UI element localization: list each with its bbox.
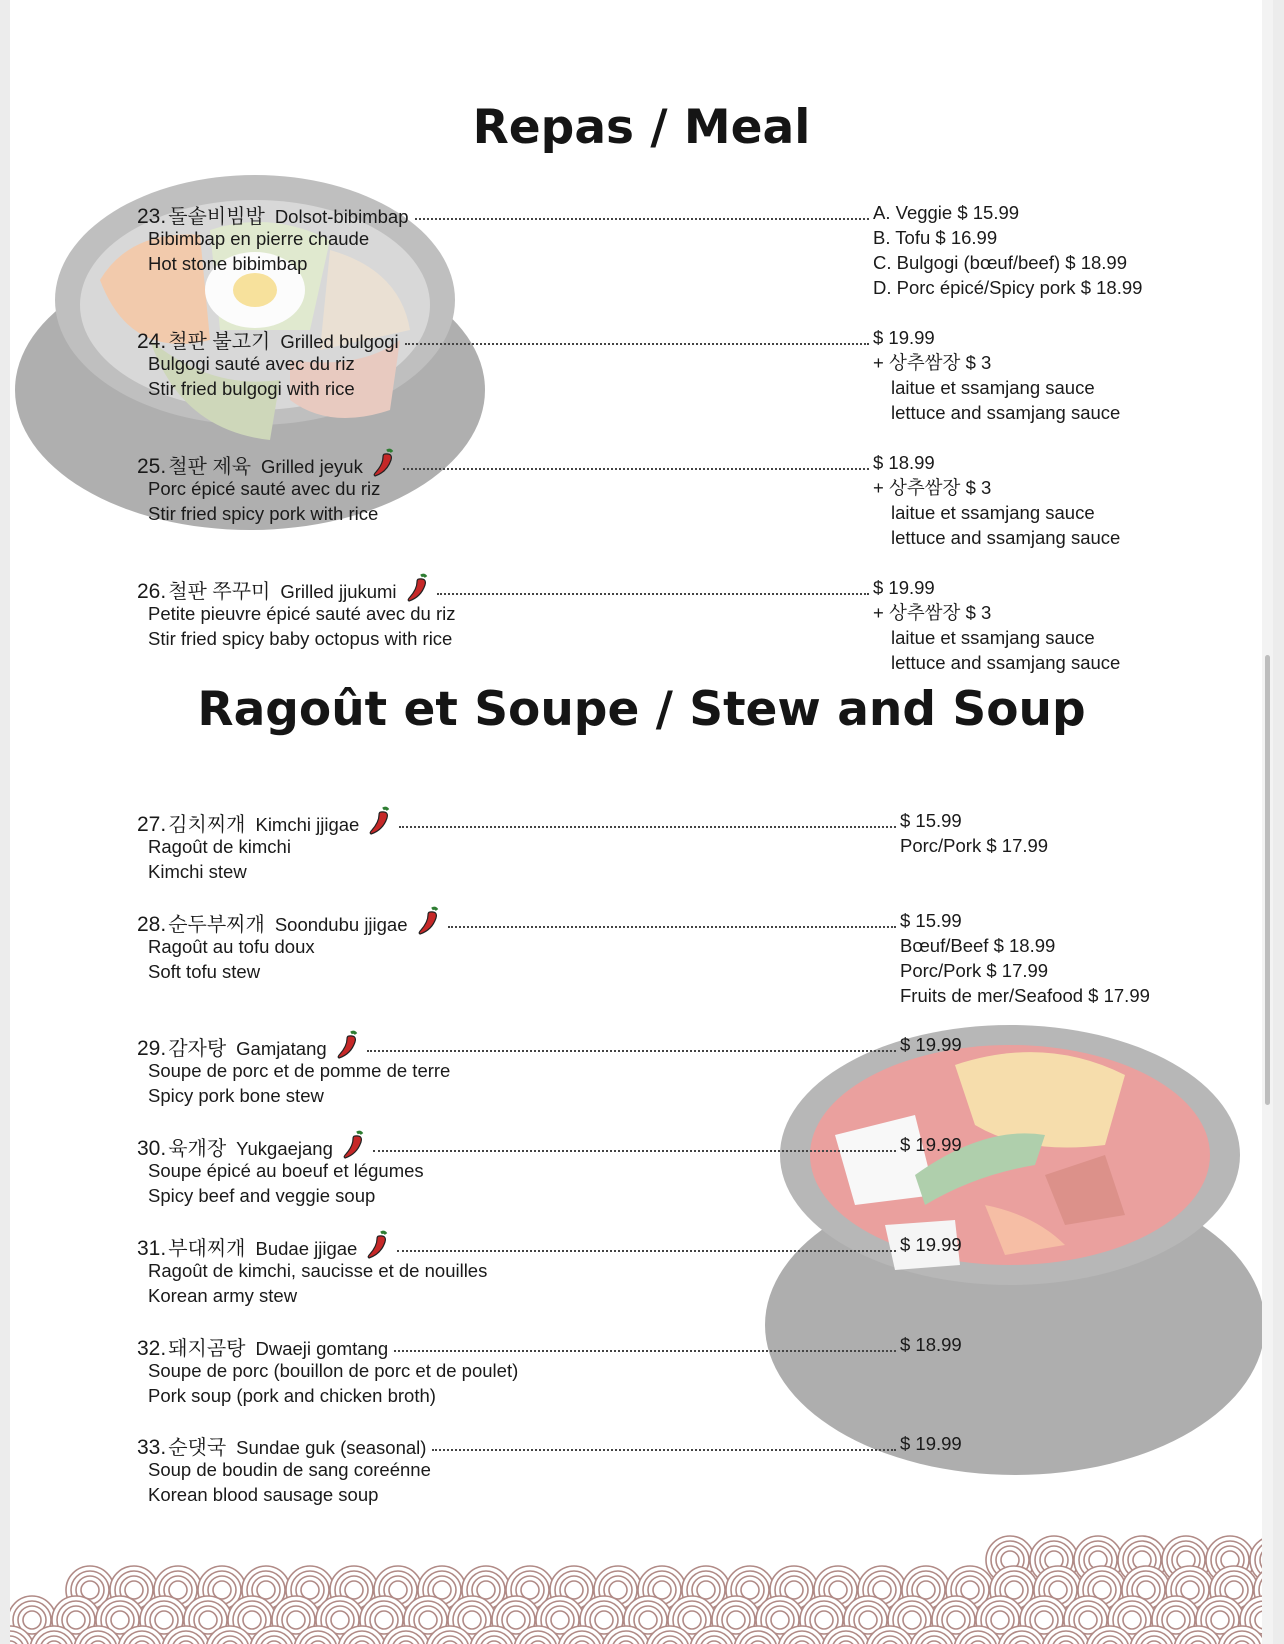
item-description-fr: Petite pieuvre épicé sauté avec du riz — [148, 603, 456, 624]
item-korean-name: 순두부찌개 — [168, 914, 265, 936]
item-english-name: Yukgaejang — [236, 1138, 333, 1159]
price-line: + 상추쌈장 $ 3 — [873, 602, 992, 623]
price-line: lettuce and ssamjang sauce — [891, 527, 1121, 548]
item-english-name: Dolsot-bibimbap — [274, 206, 409, 227]
price-line: Porc/Pork $ 17.99 — [900, 960, 1049, 981]
menu-item-heading — [137, 808, 900, 834]
scrollbar-thumb[interactable] — [1265, 655, 1270, 1105]
price-line: $ 19.99 — [873, 327, 935, 348]
dot-leader — [415, 218, 870, 220]
item-english-name: Soondubu jjigae — [274, 914, 408, 935]
menu-item — [137, 1431, 962, 1507]
item-price-list — [873, 325, 1120, 425]
wave-pattern-decoration — [10, 1500, 1273, 1644]
meal-section-title: Repas / Meal — [472, 100, 811, 155]
price-line: $ 19.99 — [900, 1433, 962, 1454]
item-number: 23. — [137, 205, 167, 228]
dot-leader — [367, 1050, 896, 1052]
item-price-list — [873, 450, 1120, 550]
price-line: $ 19.99 — [900, 1034, 962, 1055]
menu-item-heading — [137, 1032, 900, 1058]
dot-leader — [432, 1449, 896, 1451]
item-price-list — [900, 808, 1048, 858]
item-description-fr: Ragoût au tofu doux — [148, 936, 315, 957]
price-line: lettuce and ssamjang sauce — [891, 652, 1121, 673]
item-english-name: Grilled jeyuk — [261, 456, 363, 477]
menu-item — [137, 325, 1121, 423]
item-description-en: Spicy beef and veggie soup — [148, 1185, 376, 1206]
item-english-name: Kimchi jjigae — [255, 814, 360, 835]
item-price-list — [900, 1232, 962, 1257]
item-description-en: Stir fried spicy pork with rice — [148, 503, 379, 524]
item-description-en: Hot stone bibimbap — [148, 253, 308, 274]
item-korean-name: 김치찌개 — [168, 814, 246, 836]
menu-item-heading — [137, 1232, 900, 1258]
menu-item — [137, 1132, 962, 1208]
item-description-en: Kimchi stew — [148, 861, 247, 882]
chili-pepper-icon — [416, 906, 442, 936]
item-price-list — [900, 1431, 962, 1456]
price-line: laitue et ssamjang sauce — [891, 627, 1095, 648]
item-korean-name: 육개장 — [168, 1138, 227, 1160]
menu-item-heading — [137, 325, 873, 351]
dot-leader — [405, 343, 869, 345]
item-english-name: Dwaeji gomtang — [255, 1338, 389, 1359]
item-description-fr: Soupe de porc (bouillon de porc et de poulet) — [148, 1360, 519, 1381]
item-korean-name: 돌솥비빔밥 — [168, 206, 265, 228]
item-number: 26. — [137, 580, 167, 603]
chili-pepper-icon — [335, 1030, 361, 1060]
item-number: 30. — [137, 1137, 167, 1160]
item-description-fr: Ragoût de kimchi, saucisse et de nouilles — [148, 1260, 488, 1281]
item-description-fr: Soup de boudin de sang coreénne — [148, 1459, 431, 1480]
item-description-fr: Soupe épicé au boeuf et légumes — [148, 1160, 424, 1181]
dot-leader — [373, 1150, 896, 1152]
menu-page — [10, 0, 1273, 1644]
item-number: 33. — [137, 1436, 167, 1459]
menu-item — [137, 1232, 962, 1308]
item-price-list — [900, 908, 1150, 1008]
item-number: 25. — [137, 455, 167, 478]
item-korean-name: 철판 불고기 — [168, 331, 271, 353]
menu-item-heading — [137, 200, 873, 226]
stew-section-title: Ragoût et Soupe / Stew and Soup — [197, 682, 1086, 737]
price-line: + 상추쌈장 $ 3 — [873, 477, 992, 498]
item-korean-name: 부대찌개 — [168, 1238, 246, 1260]
menu-item-heading — [137, 1132, 900, 1158]
menu-item — [137, 200, 1143, 298]
chili-pepper-icon — [367, 806, 393, 836]
item-price-list — [900, 1032, 962, 1057]
price-line: lettuce and ssamjang sauce — [891, 402, 1121, 423]
item-korean-name: 순댓국 — [168, 1437, 227, 1459]
dot-leader — [437, 593, 869, 595]
item-number: 32. — [137, 1337, 167, 1360]
price-line: Fruits de mer/Seafood $ 17.99 — [900, 985, 1150, 1006]
menu-item — [137, 1332, 962, 1408]
item-english-name: Grilled jjukumi — [280, 581, 397, 602]
dot-leader — [394, 1350, 896, 1352]
item-description-fr: Bibimbap en pierre chaude — [148, 228, 370, 249]
item-description-fr: Ragoût de kimchi — [148, 836, 291, 857]
item-korean-name: 철판 쭈꾸미 — [168, 581, 271, 603]
price-line: $ 19.99 — [900, 1134, 962, 1155]
item-korean-name: 철판 제육 — [168, 456, 252, 478]
menu-item — [137, 908, 1150, 1006]
menu-item — [137, 450, 1121, 548]
price-line: D. Porc épicé/Spicy pork $ 18.99 — [873, 277, 1143, 298]
chili-pepper-icon — [405, 573, 431, 603]
price-line: A. Veggie $ 15.99 — [873, 202, 1020, 223]
item-price-list — [873, 200, 1142, 300]
price-line: $ 19.99 — [873, 577, 935, 598]
price-line: $ 19.99 — [900, 1234, 962, 1255]
item-number: 29. — [137, 1037, 167, 1060]
menu-item — [137, 808, 1049, 884]
item-number: 28. — [137, 913, 167, 936]
price-line: $ 18.99 — [873, 452, 935, 473]
item-price-list — [900, 1132, 962, 1157]
item-number: 24. — [137, 330, 167, 353]
price-line: Bœuf/Beef $ 18.99 — [900, 935, 1056, 956]
item-korean-name: 감자탕 — [168, 1038, 227, 1060]
dot-leader — [397, 1250, 896, 1252]
item-description-en: Stir fried spicy baby octopus with rice — [148, 628, 453, 649]
item-description-en: Soft tofu stew — [148, 961, 261, 982]
item-description-en: Spicy pork bone stew — [148, 1085, 324, 1106]
price-line: + 상추쌈장 $ 3 — [873, 352, 992, 373]
item-english-name: Gamjatang — [236, 1038, 327, 1059]
price-line: laitue et ssamjang sauce — [891, 377, 1095, 398]
price-line: $ 15.99 — [900, 910, 962, 931]
item-description-en: Korean army stew — [148, 1285, 298, 1306]
menu-item — [137, 1032, 962, 1108]
dot-leader — [448, 926, 896, 928]
item-english-name: Sundae guk (seasonal) — [236, 1437, 427, 1458]
menu-item-heading — [137, 1431, 900, 1457]
item-english-name: Grilled bulgogi — [280, 331, 399, 352]
price-line: laitue et ssamjang sauce — [891, 502, 1095, 523]
item-number: 27. — [137, 813, 167, 836]
item-price-list — [873, 575, 1120, 675]
item-number: 31. — [137, 1237, 167, 1260]
item-description-fr: Bulgogi sauté avec du riz — [148, 353, 355, 374]
chili-pepper-icon — [365, 1230, 391, 1260]
dot-leader — [399, 826, 896, 828]
scrollbar[interactable] — [1262, 0, 1273, 1644]
item-description-en: Stir fried bulgogi with rice — [148, 378, 355, 399]
item-description-fr: Soupe de porc et de pomme de terre — [148, 1060, 451, 1081]
price-line: B. Tofu $ 16.99 — [873, 227, 998, 248]
item-price-list — [900, 1332, 962, 1357]
menu-item-heading — [137, 575, 873, 601]
dot-leader — [403, 468, 869, 470]
item-description-en: Pork soup (pork and chicken broth) — [148, 1385, 436, 1406]
menu-item-heading — [137, 450, 873, 476]
price-line: Porc/Pork $ 17.99 — [900, 835, 1049, 856]
menu-item-heading — [137, 1332, 900, 1358]
menu-item-heading — [137, 908, 900, 934]
chili-pepper-icon — [341, 1130, 367, 1160]
price-line: $ 15.99 — [900, 810, 962, 831]
menu-item — [137, 575, 1121, 673]
item-english-name: Budae jjigae — [255, 1238, 358, 1259]
price-line: C. Bulgogi (bœuf/beef) $ 18.99 — [873, 252, 1128, 273]
item-description-fr: Porc épicé sauté avec du riz — [148, 478, 381, 499]
chili-pepper-icon — [371, 448, 397, 478]
item-description-en: Korean blood sausage soup — [148, 1484, 379, 1505]
item-korean-name: 돼지곰탕 — [168, 1338, 246, 1360]
price-line: $ 18.99 — [900, 1334, 962, 1355]
